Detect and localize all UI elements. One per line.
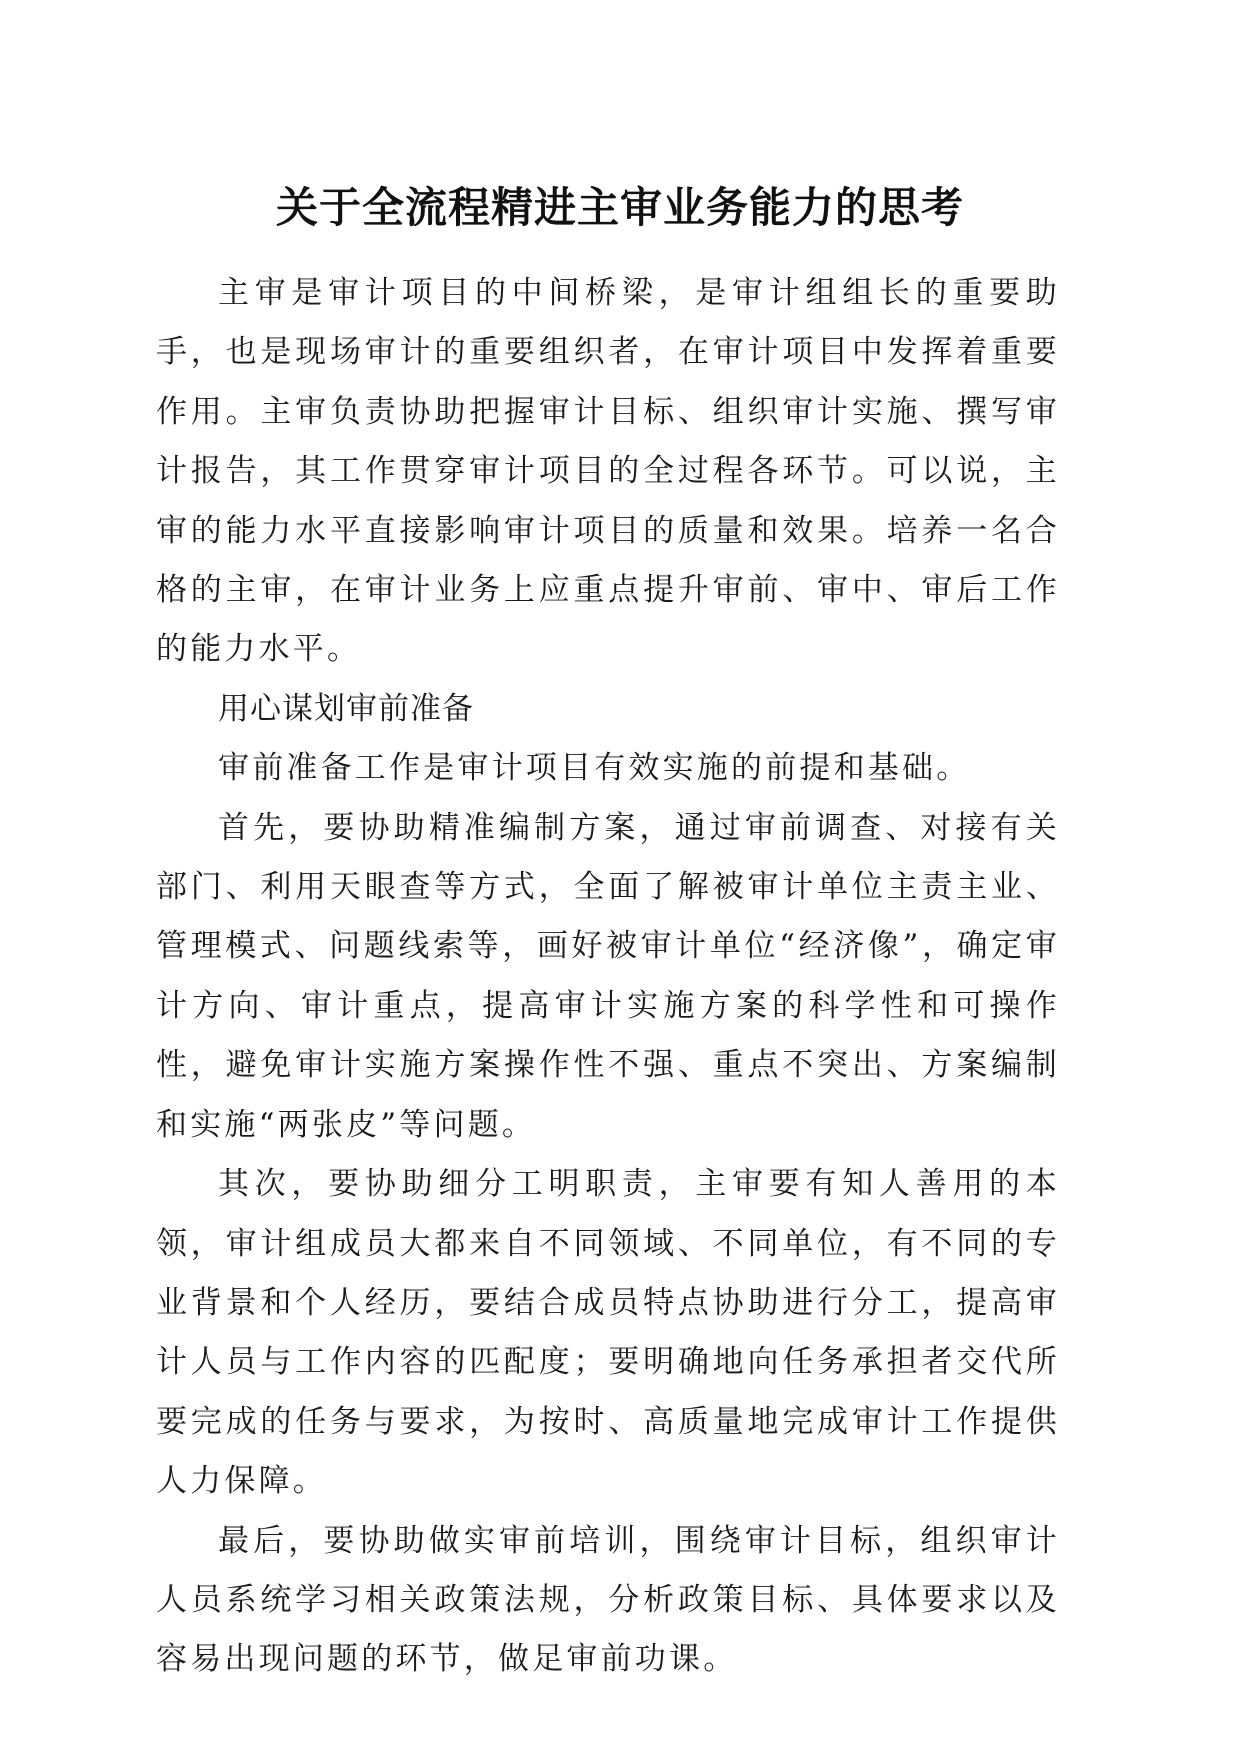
document-title: 关于全流程精进主审业务能力的思考 [275,183,964,232]
intro-paragraph: 主审是审计项目的中间桥梁，是审计组组长的重要助手，也是现场审计的重要组织者，在审计项目中发挥着重要作用。主审负责协助把握审计目标、组织审计实施、撰写审计报告，其工作贯穿审计项目的全过程各环节。可以说，主审的能力水平直接影响审计项目的质量和效果。培养一名合格的主审，在审计业务上应重点提升审前、审中、审后工作的能力水平。 [156,275,1060,668]
third-point-paragraph: 最后，要协助做实审前培训，围绕审计目标，组织审计人员系统学习相关政策法规，分析政策目标、具体要求以及容易出现问题的环节，做足审前功课。 [156,1522,1060,1678]
document-body [156,264,1060,1690]
section-lead-paragraph: 审前准备工作是审计项目有效实施的前提和基础。 [218,750,971,787]
second-point-paragraph: 其次，要协助细分工明职责，主审要有知人善用的本领，审计组成员大都来自不同领域、不同单位，有不同的专业背景和个人经历，要结合成员特点协助进行分工，提高审计人员与工作内容的匹配度；要明确地向任务承担者交代所要完成的任务与要求，为按时、高质量地完成审计工作提供人力保障。 [156,1166,1060,1500]
first-point-paragraph: 首先，要协助精准编制方案，通过审前调查、对接有关部门、利用天眼查等方式，全面了解被审计单位主责主业、管理模式、问题线索等，画好被审计单位“经济像”，确定审计方向、审计重点，提高审计实施方案的科学性和可操作性，避免审计实施方案操作性不强、重点不突出、方案编制和实施“两张皮”等问题。 [156,809,1060,1143]
section-heading: 用心谋划审前准备 [218,690,474,727]
